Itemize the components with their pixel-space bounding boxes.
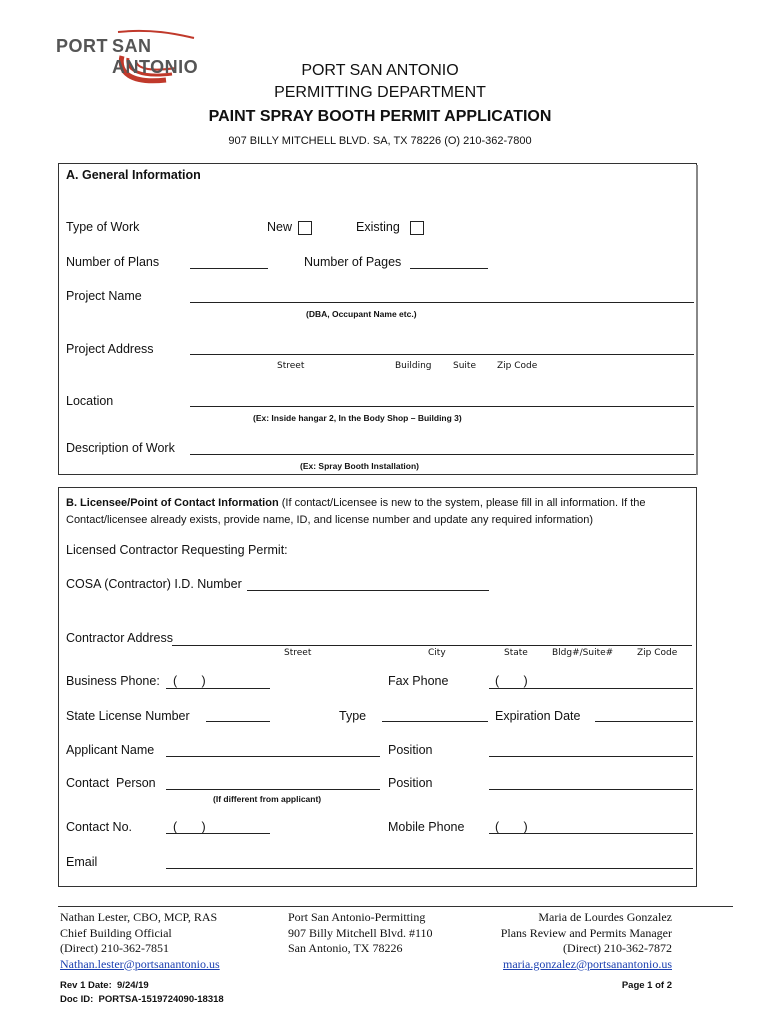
ca-street-hint: Street bbox=[284, 648, 312, 658]
ca-state-hint: State bbox=[504, 648, 528, 658]
project-name-hint: (DBA, Occupant Name etc.) bbox=[306, 309, 417, 319]
header-line2: PERMITTING DEPARTMENT bbox=[274, 84, 486, 101]
expiration-date-label: Expiration Date bbox=[495, 709, 581, 723]
footer-left-line3: (Direct) 210-362-7851 bbox=[60, 941, 169, 955]
project-name-label: Project Name bbox=[66, 289, 142, 303]
section-a-heading: A. General Information bbox=[66, 168, 201, 182]
new-label: New bbox=[267, 220, 293, 234]
logo-word-san-antonio: SAN ANTONIO bbox=[112, 36, 199, 77]
cosa-id-field[interactable] bbox=[247, 590, 489, 591]
existing-checkbox[interactable] bbox=[410, 221, 424, 235]
applicant-name-field[interactable] bbox=[166, 756, 380, 757]
footer-left-line1: Nathan Lester, CBO, MCP, RAS bbox=[60, 910, 218, 924]
contractor-address-field[interactable] bbox=[172, 645, 692, 646]
licensed-contractor-label: Licensed Contractor Requesting Permit: bbox=[66, 543, 288, 557]
position2-label: Position bbox=[388, 776, 433, 790]
position-field[interactable] bbox=[489, 756, 693, 757]
footer-middle-line3: San Antonio, TX 78226 bbox=[288, 941, 403, 955]
contact-person-label: Contact Person bbox=[66, 776, 156, 790]
contractor-address-label: Contractor Address bbox=[66, 631, 173, 645]
footer-right-line2: Plans Review and Permits Manager bbox=[500, 925, 672, 940]
ca-bldg-hint: Bldg#/Suite# bbox=[552, 648, 614, 658]
state-license-label: State License Number bbox=[66, 709, 190, 723]
project-address-field[interactable] bbox=[190, 354, 694, 355]
logo-word-port: PORT bbox=[56, 36, 109, 56]
location-label: Location bbox=[66, 394, 114, 408]
footer-right-email-link[interactable]: maria.gonzalez@portsanantonio.us bbox=[503, 956, 672, 971]
business-phone-field[interactable] bbox=[166, 688, 270, 689]
position-label: Position bbox=[388, 743, 433, 757]
contact-no-label: Contact No. bbox=[66, 820, 133, 834]
address-zip-hint: Zip Code bbox=[497, 361, 538, 371]
expiration-date-field[interactable] bbox=[595, 721, 693, 722]
revision-date: Rev 1 Date: 9/24/19 bbox=[60, 980, 149, 991]
header-address: 907 BILLY MITCHELL BLVD. SA, TX 78226 (O) 210-362-7800 bbox=[228, 135, 532, 147]
mobile-phone-label: Mobile Phone bbox=[388, 820, 465, 834]
state-license-field[interactable] bbox=[206, 721, 270, 722]
footer-divider bbox=[58, 906, 733, 907]
position2-field[interactable] bbox=[489, 789, 693, 790]
address-suite-hint: Suite bbox=[453, 361, 476, 371]
footer-middle-line1: Port San Antonio-Permitting bbox=[288, 910, 426, 924]
type-label: Type bbox=[339, 709, 367, 723]
header-line1: PORT SAN ANTONIO bbox=[301, 62, 459, 79]
if-different-hint: (If different from applicant) bbox=[213, 794, 322, 804]
footer-right-line1: Maria de Lourdes Gonzalez bbox=[538, 910, 672, 924]
number-of-pages-label: Number of Pages bbox=[304, 255, 402, 269]
footer-middle-line2: 907 Billy Mitchell Blvd. #110 bbox=[288, 925, 433, 940]
ca-city-hint: City bbox=[428, 648, 446, 658]
footer-left-line2: Chief Building Official bbox=[60, 925, 172, 940]
description-hint: (Ex: Spray Booth Installation) bbox=[300, 461, 420, 471]
mobile-phone-field[interactable] bbox=[489, 833, 693, 834]
section-a bbox=[58, 163, 697, 475]
ca-zip-hint: Zip Code bbox=[637, 648, 678, 658]
location-hint: (Ex: Inside hangar 2, In the Body Shop – Building 3) bbox=[253, 413, 462, 423]
number-of-pages-field[interactable] bbox=[410, 268, 488, 269]
business-phone-paren: ( ) bbox=[173, 674, 206, 688]
address-building-hint: Building bbox=[395, 361, 432, 371]
description-label: Description of Work bbox=[66, 441, 175, 455]
description-field[interactable] bbox=[190, 454, 694, 455]
project-name-field[interactable] bbox=[190, 302, 694, 303]
contact-person-field[interactable] bbox=[166, 789, 380, 790]
footer-left-email-link[interactable]: Nathan.lester@portsanantonio.us bbox=[60, 956, 220, 971]
email-label: Email bbox=[66, 855, 98, 869]
footer-left bbox=[60, 910, 220, 972]
location-field[interactable] bbox=[190, 406, 694, 407]
fax-phone-label: Fax Phone bbox=[388, 674, 449, 688]
section-b-heading: B. Licensee/Point of Contact Information bbox=[66, 497, 279, 509]
address-street-hint: Street bbox=[277, 361, 305, 371]
applicant-name-label: Applicant Name bbox=[66, 743, 155, 757]
footer-right-line3: (Direct) 210-362-7872 bbox=[563, 941, 672, 955]
cosa-id-label: COSA (Contractor) I.D. Number bbox=[66, 577, 242, 591]
email-field[interactable] bbox=[166, 868, 693, 869]
fax-phone-field[interactable] bbox=[489, 688, 693, 689]
footer-right bbox=[470, 910, 672, 972]
number-of-plans-field[interactable] bbox=[190, 268, 268, 269]
business-phone-label: Business Phone: bbox=[66, 674, 160, 688]
page-number: Page 1 of 2 bbox=[621, 980, 672, 991]
number-of-plans-label: Number of Plans bbox=[66, 255, 160, 269]
project-address-label: Project Address bbox=[66, 342, 154, 356]
section-b-intro-text: (If contact/Licensee is new to the system, please fill in all information. If the bbox=[278, 497, 646, 509]
document-id: Doc ID: PORTSA-1519724090-18318 bbox=[60, 994, 224, 1005]
contact-no-field[interactable] bbox=[166, 833, 270, 834]
footer-middle bbox=[288, 910, 433, 957]
type-of-work-label: Type of Work bbox=[66, 220, 140, 234]
existing-label: Existing bbox=[356, 220, 400, 234]
mobile-phone-paren: ( ) bbox=[495, 820, 528, 834]
fax-phone-paren: ( ) bbox=[495, 674, 528, 688]
section-b-intro-line2: Contact/licensee already exists, provide name, ID, and license number and update any required information) bbox=[66, 514, 594, 526]
contact-no-paren: ( ) bbox=[173, 820, 206, 834]
section-b-intro bbox=[66, 495, 691, 529]
new-checkbox[interactable] bbox=[298, 221, 312, 235]
type-field[interactable] bbox=[382, 721, 488, 722]
page-title: PAINT SPRAY BOOTH PERMIT APPLICATION bbox=[208, 108, 552, 125]
